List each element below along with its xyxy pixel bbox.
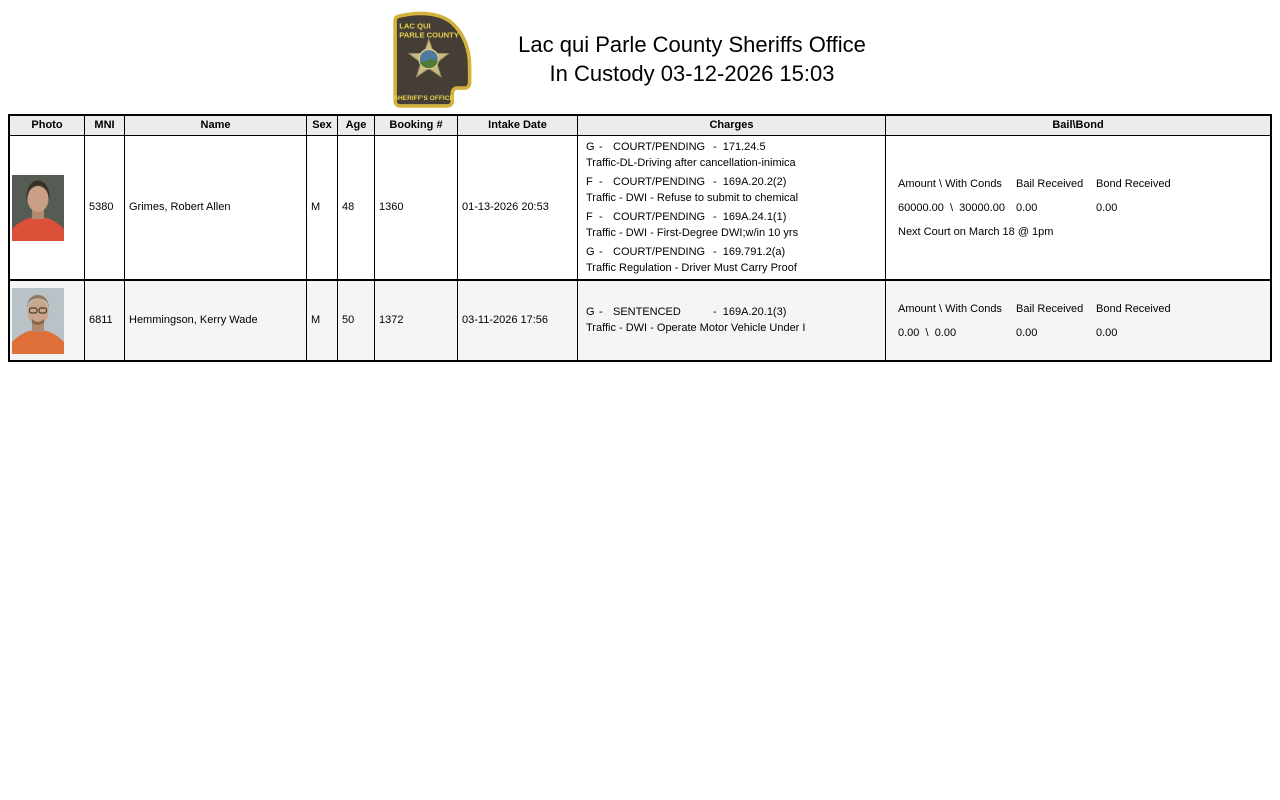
charge-status: COURT/PENDING <box>613 210 706 223</box>
bail-amount-header: Amount \ With Conds <box>898 302 1002 315</box>
mni-cell: 6811 <box>85 281 125 360</box>
charge-description: Traffic - DWI - First-Degree DWI;w/in 10 yrs <box>586 226 799 239</box>
col-header-sex: Sex <box>307 116 338 136</box>
col-header-age: Age <box>338 116 375 136</box>
table-row <box>10 281 1270 360</box>
booking-cell: 1372 <box>375 281 458 360</box>
charge-dash: - <box>599 175 603 188</box>
charge-statute: - 169A.20.2(2) <box>713 175 787 188</box>
charges-cell <box>578 136 886 281</box>
charge-status: COURT/PENDING <box>613 140 706 153</box>
bond-received-header: Bond Received <box>1096 177 1171 190</box>
charge-description: Traffic Regulation - Driver Must Carry Proof <box>586 261 797 274</box>
age-cell: 50 <box>338 281 375 360</box>
charge-level: G <box>586 306 595 318</box>
charge-level: F <box>586 175 593 188</box>
bond-received-header: Bond Received <box>1096 302 1171 315</box>
col-header-intake-date: Intake Date <box>458 116 578 136</box>
bail-bond-cell <box>886 281 1270 360</box>
mugshot-photo <box>10 136 85 281</box>
charge-item <box>586 140 796 171</box>
charge-level: G <box>586 245 595 258</box>
table-header-row <box>10 116 1270 136</box>
charge-status: SENTENCED <box>613 306 681 318</box>
report-title-block <box>392 30 992 88</box>
charge-description: Traffic-DL-Driving after cancellation-inimica <box>586 156 796 169</box>
bond-received-value: 0.00 <box>1096 326 1118 339</box>
charge-level: F <box>586 210 593 223</box>
table-row <box>10 136 1270 281</box>
report-title: Lac qui Parle County Sheriffs Office <box>518 32 866 57</box>
charge-statute: - 169A.24.1(1) <box>713 210 787 223</box>
patch-bottom-text: SHERIFF'S OFFICE <box>393 94 454 102</box>
col-header-name: Name <box>125 116 307 136</box>
charge-item <box>586 210 798 241</box>
next-court-note: Next Court on March 18 @ 1pm <box>898 225 1054 238</box>
in-custody-table <box>8 114 1272 362</box>
charge-dash: - <box>599 306 603 318</box>
report-subtitle: In Custody 03-12-2026 15:03 <box>549 61 835 86</box>
sex-cell: M <box>307 136 338 281</box>
col-header-bail-bond: Bail\Bond <box>886 116 1270 136</box>
charge-status: COURT/PENDING <box>613 175 706 188</box>
bail-received-header: Bail Received <box>1016 177 1084 190</box>
intake-date-cell: 03-11-2026 17:56 <box>458 281 578 360</box>
charge-level: G <box>586 140 595 153</box>
mugshot-image <box>12 175 64 241</box>
name-cell: Hemmingson, Kerry Wade <box>125 281 307 360</box>
sex-cell: M <box>307 281 338 360</box>
age-cell: 48 <box>338 136 375 281</box>
bail-received-value: 0.00 <box>1016 201 1038 214</box>
bail-received-value: 0.00 <box>1016 326 1038 339</box>
booking-cell: 1360 <box>375 136 458 281</box>
charge-dash: - <box>599 210 603 223</box>
charge-description: Traffic - DWI - Operate Motor Vehicle Under I <box>586 322 806 334</box>
charge-dash: - <box>599 140 603 153</box>
patch-top-text-1: LAC QUI <box>399 21 431 31</box>
charge-description: Traffic - DWI - Refuse to submit to chemical <box>586 191 799 204</box>
col-header-photo: Photo <box>10 116 85 136</box>
mugshot-photo <box>10 281 85 360</box>
bond-received-value: 0.00 <box>1096 201 1118 214</box>
charge-dash: - <box>599 245 603 258</box>
charge-item <box>586 245 797 276</box>
report-header <box>0 0 1280 112</box>
charge-status: COURT/PENDING <box>613 245 706 258</box>
bail-amount-value: 60000.00 \ 30000.00 <box>898 201 1006 214</box>
col-header-booking: Booking # <box>375 116 458 136</box>
charges-cell <box>578 281 886 360</box>
col-header-mni: MNI <box>85 116 125 136</box>
mugshot-image <box>12 288 64 354</box>
bail-amount-value: 0.00 \ 0.00 <box>898 326 957 339</box>
charge-statute: - 169.791.2(a) <box>713 245 786 258</box>
charge-item <box>586 305 805 336</box>
charge-item <box>586 175 798 206</box>
col-header-charges: Charges <box>578 116 886 136</box>
patch-top-text-2: PARLE COUNTY <box>399 30 459 40</box>
name-cell: Grimes, Robert Allen <box>125 136 307 281</box>
bail-amount-header: Amount \ With Conds <box>898 177 1002 190</box>
charge-statute: - 171.24.5 <box>713 140 766 153</box>
mni-cell: 5380 <box>85 136 125 281</box>
intake-date-cell: 01-13-2026 20:53 <box>458 136 578 281</box>
charge-statute: - 169A.20.1(3) <box>713 306 787 318</box>
bail-received-header: Bail Received <box>1016 302 1084 315</box>
bail-bond-cell <box>886 136 1270 281</box>
